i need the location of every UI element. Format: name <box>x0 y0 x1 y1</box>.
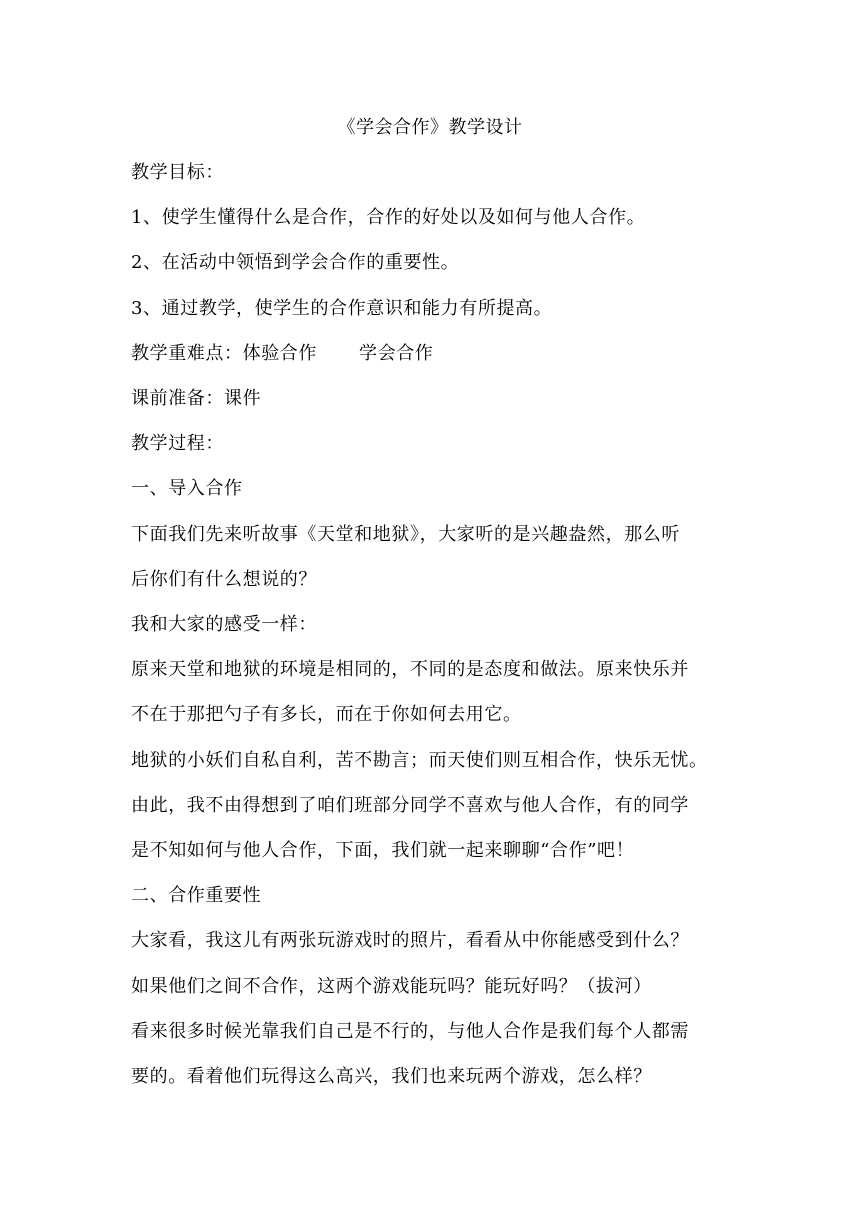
section-heading-1: 一、导入合作 <box>131 478 243 500</box>
paragraph-line: 看来很多时候光靠我们自己是不行的，与他人合作是我们每个人都需 <box>131 1020 689 1042</box>
paragraph-line: 下面我们先来听故事《天堂和地狱》，大家听的是兴趣盎然，那么听 <box>131 523 680 545</box>
paragraph-line: 原来天堂和地狱的环境是相同的，不同的是态度和做法。原来快乐并 <box>131 659 689 681</box>
document-title: 《学会合作》教学设计 <box>337 117 523 138</box>
key-points-extra: 学会合作 <box>359 342 434 364</box>
paragraph-objectives-heading: 教学目标： <box>131 162 224 183</box>
document-body <box>131 150 733 1099</box>
paragraph-line: 要的。看着他们玩得这么高兴，我们也来玩两个游戏，怎么样？ <box>131 1066 652 1088</box>
paragraph-line: 大家看，我这儿有两张玩游戏时的照片，看看从中你能感受到什么？ <box>131 930 689 952</box>
paragraph-objective-1: 1、使学生懂得什么是合作，合作的好处以及如何与他人合作。 <box>131 207 646 229</box>
paragraph-line: 是不知如何与他人合作，下面，我们就一起来聊聊“合作”吧！ <box>131 840 635 862</box>
paragraph-line: 由此，我不由得想到了咱们班部分同学不喜欢与他人合作，有的同学 <box>131 794 689 816</box>
key-points-label: 教学重难点：体验合作 <box>131 342 317 364</box>
paragraph-line: 如果他们之间不合作，这两个游戏能玩吗？能玩好吗？（拔河） <box>131 975 652 997</box>
paragraph-objective-2: 2、在活动中领悟到学会合作的重要性。 <box>131 252 460 274</box>
paragraph-line: 地狱的小妖们自私自利，苦不勘言；而天使们则互相合作，快乐无忧。 <box>131 749 708 771</box>
section-heading-2: 二、合作重要性 <box>131 885 262 907</box>
paragraph-line: 不在于那把勺子有多长，而在于你如何去用它。 <box>131 704 522 726</box>
paragraph-process-heading: 教学过程： <box>131 433 224 455</box>
paragraph-preparation: 课前准备：课件 <box>131 388 262 410</box>
paragraph-line: 后你们有什么想说的？ <box>131 568 317 590</box>
paragraph-key-points <box>131 331 733 376</box>
paragraph-line: 我和大家的感受一样： <box>131 614 317 636</box>
paragraph-objective-3: 3、通过教学，使学生的合作意识和能力有所提高。 <box>131 297 553 319</box>
